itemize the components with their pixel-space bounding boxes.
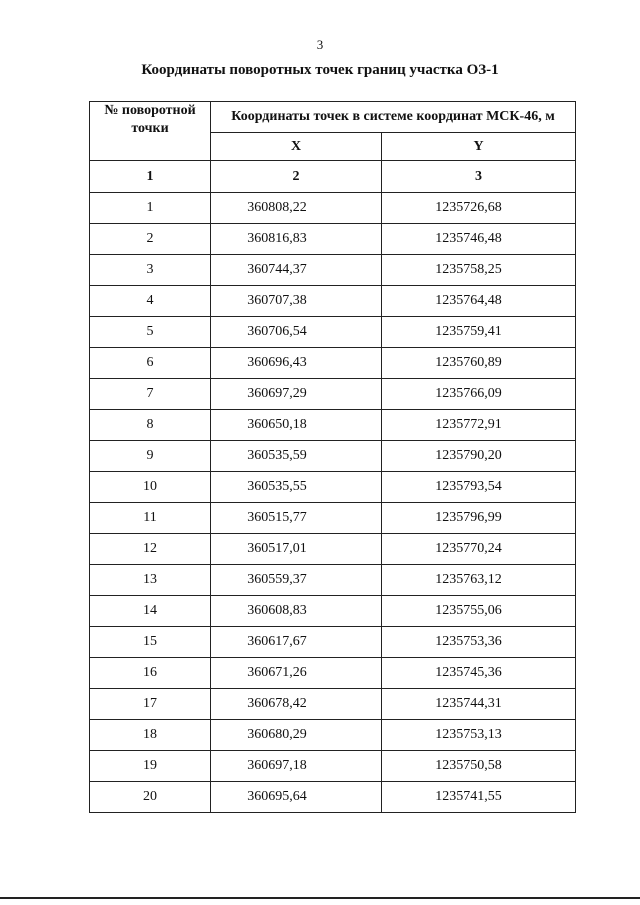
y-coordinate-cell: 1235793,54 — [382, 472, 576, 503]
x-coordinate-cell: 360697,18 — [211, 751, 382, 782]
table-row — [90, 782, 576, 813]
point-number-cell: 4 — [90, 286, 211, 317]
x-coordinate-cell: 360707,38 — [211, 286, 382, 317]
x-coordinate-cell: 360517,01 — [211, 534, 382, 565]
coordinates-rows — [90, 193, 576, 813]
y-coordinate-cell: 1235746,48 — [382, 224, 576, 255]
header-y: Y — [382, 133, 576, 161]
point-number-cell: 6 — [90, 348, 211, 379]
table-row — [90, 348, 576, 379]
x-coordinate-cell: 360816,83 — [211, 224, 382, 255]
table-row — [90, 286, 576, 317]
column-number-1: 1 — [90, 161, 211, 193]
page-number: 3 — [316, 37, 324, 52]
table-row — [90, 627, 576, 658]
point-number-cell: 8 — [90, 410, 211, 441]
x-coordinate-cell: 360535,55 — [211, 472, 382, 503]
point-number-cell: 5 — [90, 317, 211, 348]
point-number-cell: 20 — [90, 782, 211, 813]
y-coordinate-cell: 1235766,09 — [382, 379, 576, 410]
point-number-cell: 1 — [90, 193, 211, 224]
x-coordinate-cell: 360744,37 — [211, 255, 382, 286]
table-row — [90, 565, 576, 596]
header-coordinates: Координаты точек в системе координат МСК-46, м — [211, 102, 576, 133]
point-number-cell: 11 — [90, 503, 211, 534]
table-row — [90, 410, 576, 441]
x-coordinate-cell: 360559,37 — [211, 565, 382, 596]
y-coordinate-cell: 1235770,24 — [382, 534, 576, 565]
y-coordinate-cell: 1235726,68 — [382, 193, 576, 224]
point-number-cell: 13 — [90, 565, 211, 596]
x-coordinate-cell: 360617,67 — [211, 627, 382, 658]
table-row — [90, 503, 576, 534]
y-coordinate-cell: 1235753,13 — [382, 720, 576, 751]
y-coordinate-cell: 1235763,12 — [382, 565, 576, 596]
table-row — [90, 658, 576, 689]
point-number-cell: 17 — [90, 689, 211, 720]
table-row — [90, 720, 576, 751]
y-coordinate-cell: 1235744,31 — [382, 689, 576, 720]
footer-divider — [0, 897, 640, 899]
table-row — [90, 379, 576, 410]
x-coordinate-cell: 360608,83 — [211, 596, 382, 627]
y-coordinate-cell: 1235758,25 — [382, 255, 576, 286]
x-coordinate-cell: 360515,77 — [211, 503, 382, 534]
point-number-cell: 19 — [90, 751, 211, 782]
table-row — [90, 193, 576, 224]
table-row — [90, 255, 576, 286]
table-row — [90, 441, 576, 472]
y-coordinate-cell: 1235764,48 — [382, 286, 576, 317]
x-coordinate-cell: 360678,42 — [211, 689, 382, 720]
point-number-cell: 2 — [90, 224, 211, 255]
table-row — [90, 596, 576, 627]
x-coordinate-cell: 360808,22 — [211, 193, 382, 224]
header-point-number: № поворотной точки — [90, 102, 211, 161]
point-number-cell: 3 — [90, 255, 211, 286]
table-row — [90, 534, 576, 565]
column-number-2: 2 — [211, 161, 382, 193]
x-coordinate-cell: 360695,64 — [211, 782, 382, 813]
x-coordinate-cell: 360650,18 — [211, 410, 382, 441]
document-title: Координаты поворотных точек границ участка ОЗ-1 — [141, 62, 499, 78]
y-coordinate-cell: 1235741,55 — [382, 782, 576, 813]
point-number-cell: 16 — [90, 658, 211, 689]
y-coordinate-cell: 1235796,99 — [382, 503, 576, 534]
x-coordinate-cell: 360697,29 — [211, 379, 382, 410]
y-coordinate-cell: 1235760,89 — [382, 348, 576, 379]
point-number-cell: 14 — [90, 596, 211, 627]
point-number-cell: 9 — [90, 441, 211, 472]
x-coordinate-cell: 360671,26 — [211, 658, 382, 689]
y-coordinate-cell: 1235753,36 — [382, 627, 576, 658]
x-coordinate-cell: 360706,54 — [211, 317, 382, 348]
y-coordinate-cell: 1235759,41 — [382, 317, 576, 348]
table-row — [90, 751, 576, 782]
y-coordinate-cell: 1235790,20 — [382, 441, 576, 472]
table-row — [90, 472, 576, 503]
point-number-cell: 7 — [90, 379, 211, 410]
point-number-cell: 15 — [90, 627, 211, 658]
y-coordinate-cell: 1235772,91 — [382, 410, 576, 441]
table-row — [90, 224, 576, 255]
x-coordinate-cell: 360680,29 — [211, 720, 382, 751]
table-row — [90, 317, 576, 348]
column-number-3: 3 — [382, 161, 576, 193]
y-coordinate-cell: 1235745,36 — [382, 658, 576, 689]
y-coordinate-cell: 1235750,58 — [382, 751, 576, 782]
y-coordinate-cell: 1235755,06 — [382, 596, 576, 627]
x-coordinate-cell: 360696,43 — [211, 348, 382, 379]
coordinates-table — [89, 101, 576, 813]
header-x: X — [211, 133, 382, 161]
point-number-cell: 18 — [90, 720, 211, 751]
table-row — [90, 689, 576, 720]
point-number-cell: 12 — [90, 534, 211, 565]
x-coordinate-cell: 360535,59 — [211, 441, 382, 472]
point-number-cell: 10 — [90, 472, 211, 503]
